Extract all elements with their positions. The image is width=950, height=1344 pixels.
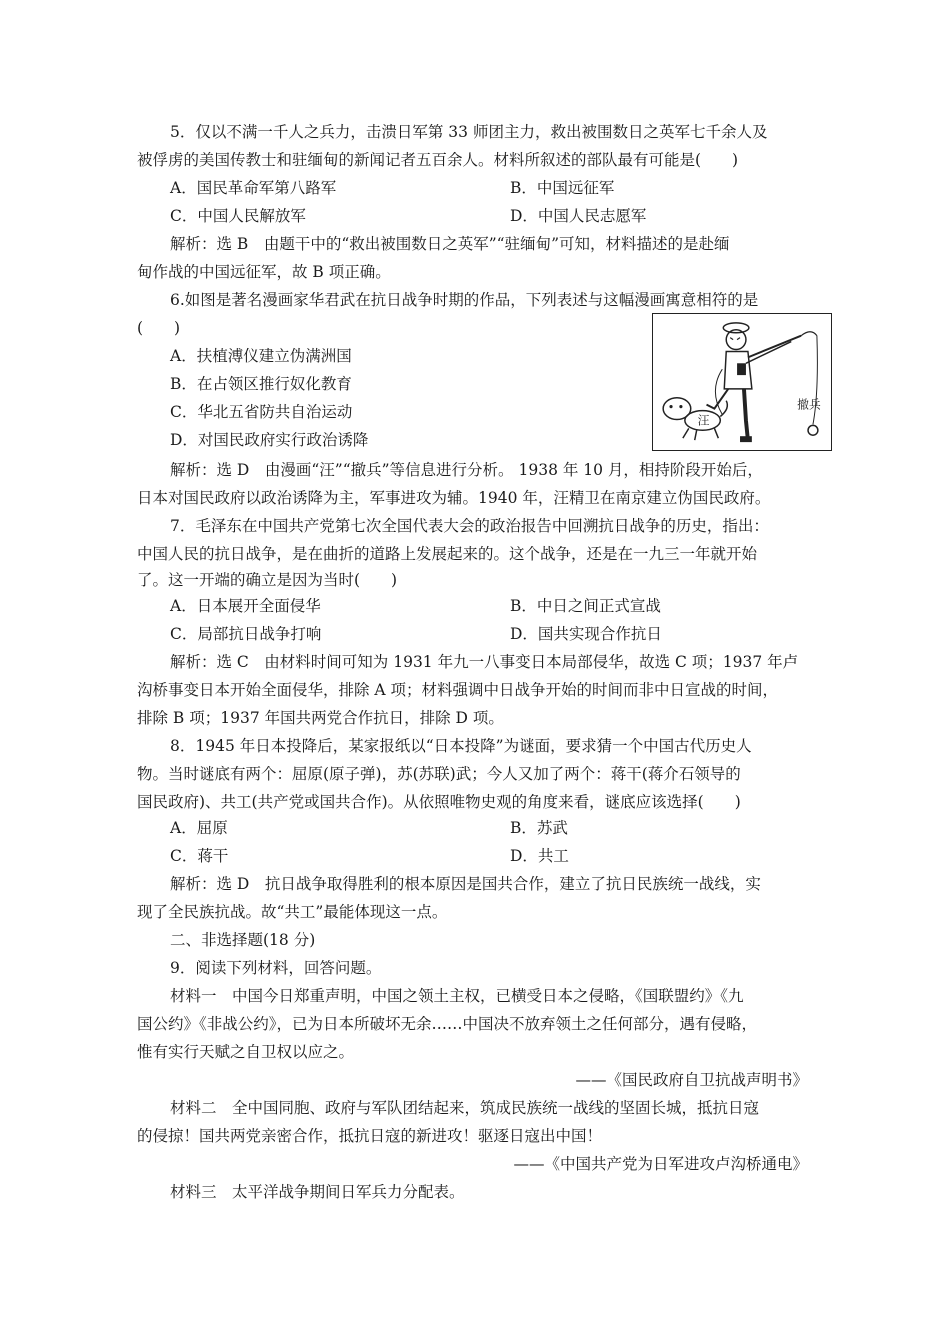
q7-option-c: C．局部抗日战争打响	[170, 625, 322, 643]
q6-answer-line-2: 日本对国民政府以政治诱降为主，军事进攻为辅。1940 年，汪精卫在南京建立伪国民政府。	[137, 489, 771, 507]
q8-stem-line-2: 物。当时谜底有两个：屈原(原子弹)，苏(苏联)武；今人又加了两个：蒋干(蒋介石领导的	[137, 765, 741, 783]
q8-answer-line-2: 现了全民族抗战。故“共工”最能体现这一点。	[137, 903, 448, 921]
q7-option-b: B．中日之间正式宣战	[510, 597, 661, 615]
q6-option-c: C．华北五省防共自治运动	[170, 403, 353, 421]
q7-stem-line-1: 7．毛泽东在中国共产党第七次全国代表大会的政治报告中回溯抗日战争的历史，指出：	[170, 517, 769, 535]
q7-answer-line-1: 解析：选 C 由材料时间可知为 1931 年九一八事变日本局部侵华，故选 C 项；1937 年卢	[170, 653, 799, 671]
q7-option-a: A．日本展开全面侵华	[170, 597, 321, 615]
q5-option-a: A．国民革命军第八路军	[170, 179, 337, 197]
q6-option-b: B．在占领区推行奴化教育	[170, 375, 352, 393]
cartoon-illustration	[652, 313, 832, 451]
q5-option-d: D．中国人民志愿军	[510, 207, 647, 225]
q9-material-3: 材料三 太平洋战争期间日军兵力分配表。	[170, 1183, 465, 1201]
q6-option-a: A．扶植溥仪建立伪满洲国	[170, 347, 352, 365]
q7-answer-line-2: 沟桥事变日本开始全面侵华，排除 A 项；材料强调中日战争开始的时间而非中日宣战的时间，	[137, 681, 779, 699]
q7-option-d: D．国共实现合作抗日	[510, 625, 662, 643]
q8-option-b: B．苏武	[510, 819, 568, 837]
cartoon-drawing	[653, 314, 831, 450]
q8-option-c: C．蒋干	[170, 847, 229, 865]
cartoon-dog-label: 汪	[697, 413, 710, 428]
q9-stem: 9．阅读下列材料，回答问题。	[170, 959, 382, 977]
q8-stem-line-1: 8．1945 年日本投降后，某家报纸以“日本投降”为谜面，要求猜一个中国古代历史人	[170, 737, 752, 755]
section-heading: 二、非选择题(18 分)	[170, 931, 316, 949]
q9-material-1-line-1: 材料一 中国今日郑重声明，中国之领土主权，已横受日本之侵略，《国联盟约》《九	[170, 987, 744, 1005]
q5-option-b: B．中国远征军	[510, 179, 615, 197]
q5-answer-line-2: 甸作战的中国远征军，故 B 项正确。	[137, 263, 391, 281]
q9-material-2-line-2: 的侵掠！国共两党亲密合作，抵抗日寇的新进攻！驱逐日寇出中国！	[137, 1127, 603, 1145]
q5-stem-line-2: 被俘虏的美国传教士和驻缅甸的新闻记者五百余人。材料所叙述的部队最有可能是( )	[137, 151, 739, 169]
q6-answer-line-1: 解析：选 D 由漫画“汪”“撤兵”等信息进行分析。 1938 年 10 月，相持阶段开始后，	[170, 461, 763, 479]
q8-stem-line-3: 国民政府)、共工(共产党或国共合作)。从依照唯物史观的角度来看，谜底应该选择( )	[137, 793, 741, 811]
q9-material-1-line-2: 国公约》《非战公约》，已为日本所破坏无余……中国决不放弃领土之任何部分，遇有侵略，	[137, 1015, 758, 1033]
q9-material-2-source: ——《中国共产党为日军进攻卢沟桥通电》	[513, 1155, 808, 1173]
q6-stem-line-1: 6.如图是著名漫画家华君武在抗日战争时期的作品，下列表述与这幅漫画寓意相符的是	[170, 291, 759, 309]
q9-material-1-line-3: 惟有实行天赋之自卫权以应之。	[137, 1043, 355, 1061]
q7-answer-line-3: 排除 B 项；1937 年国共两党合作抗日，排除 D 项。	[137, 709, 504, 727]
q9-material-1-source: ——《国民政府自卫抗战声明书》	[575, 1071, 808, 1089]
q7-stem-line-3: 了。这一开端的确立是因为当时( )	[137, 571, 398, 589]
q5-option-c: C．中国人民解放军	[170, 207, 306, 225]
q7-stem-line-2: 中国人民的抗日战争，是在曲折的道路上发展起来的。这个战争，还是在一九三一年就开始	[137, 545, 758, 563]
cartoon-sign-label: 撤兵	[797, 397, 821, 412]
q6-option-d: D．对国民政府实行政治诱降	[170, 431, 369, 449]
q9-material-2-line-1: 材料二 全中国同胞、政府与军队团结起来，筑成民族统一战线的坚固长城，抵抗日寇	[170, 1099, 760, 1117]
q5-stem-line-1: 5．仅以不满一千人之兵力，击溃日军第 33 师团主力，救出被围数日之英军七千余人及	[170, 123, 768, 141]
q8-option-d: D．共工	[510, 847, 569, 865]
q5-answer-line-1: 解析：选 B 由题干中的“救出被围数日之英军”“驻缅甸”可知，材料描述的是赴缅	[170, 235, 730, 253]
q8-option-a: A．屈原	[170, 819, 228, 837]
q8-answer-line-1: 解析：选 D 抗日战争取得胜利的根本原因是国共合作，建立了抗日民族统一战线，实	[170, 875, 761, 893]
q6-stem-line-2: ( )	[137, 319, 181, 337]
